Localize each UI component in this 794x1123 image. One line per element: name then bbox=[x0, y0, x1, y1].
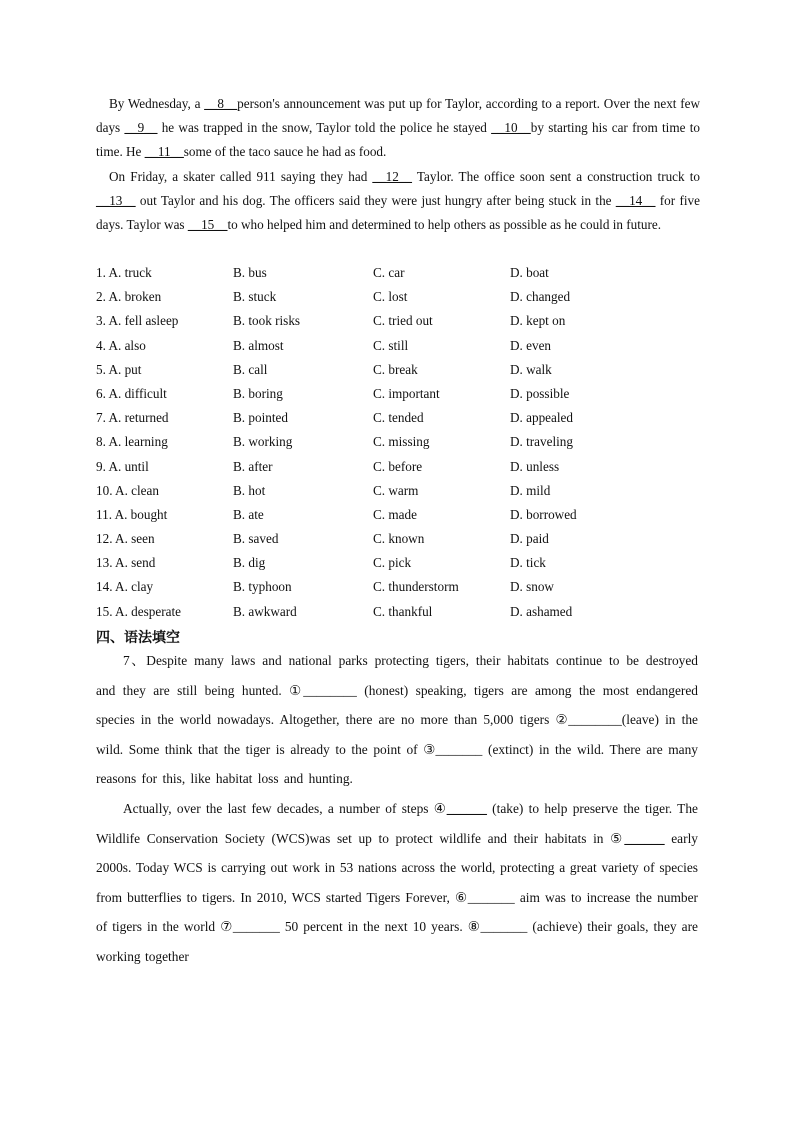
option-a: 13. A. send bbox=[96, 555, 156, 571]
text-run: Actually, over the last few decades, a number of steps bbox=[123, 800, 434, 816]
text-run: 7、Despite many laws and national parks protecting tigers, their habitats continue to be destroyed and they are still being hunted. bbox=[96, 653, 698, 698]
question-row bbox=[96, 334, 700, 358]
option-b: B. ate bbox=[233, 506, 264, 522]
option-d: D. even bbox=[510, 337, 552, 353]
option-a: 4. A. also bbox=[96, 337, 146, 353]
option-b: B. hot bbox=[233, 482, 266, 498]
passage-paragraph-1 bbox=[96, 92, 700, 165]
question-row bbox=[96, 261, 700, 285]
option-c: C. still bbox=[373, 337, 409, 353]
text-run: he was trapped in the snow, Taylor told the police he stayed bbox=[157, 120, 492, 136]
text-run: (extinct) in the wild. There are many reasons for this, like habitat loss and hunting. bbox=[96, 741, 699, 787]
option-b: B. working bbox=[233, 434, 293, 450]
text-run: person's announcement was put up for Taylor, according to a report. Over the next few days bbox=[96, 96, 700, 136]
cloze-passage bbox=[96, 92, 700, 237]
text-run: early 2000s. Today WCS is carrying out work in 53 nations across the world, protecting a great variety of species from butterflies to tigers. In 2010, WCS started Tigers Forever, bbox=[96, 830, 698, 905]
option-d: D. traveling bbox=[510, 434, 573, 450]
blank-8: __8__ bbox=[204, 96, 238, 111]
option-c: C. tended bbox=[373, 410, 424, 426]
option-c: C. known bbox=[373, 531, 425, 547]
option-a: 5. A. put bbox=[96, 361, 142, 377]
option-d: D. boat bbox=[510, 265, 549, 280]
option-d: D. paid bbox=[510, 531, 549, 547]
blank-2: ②________ bbox=[555, 712, 622, 728]
question-row bbox=[96, 309, 700, 333]
blank-4-marker: ④ bbox=[433, 800, 447, 816]
option-c: C. car bbox=[373, 265, 405, 280]
text-run: 50 percent in the next 10 years. bbox=[279, 919, 468, 935]
blank-12: __12__ bbox=[372, 168, 412, 184]
question-row bbox=[96, 430, 700, 454]
text-run: by starting his car from time to time. He bbox=[96, 120, 700, 160]
blank-10: __10__ bbox=[491, 120, 531, 136]
option-b: B. call bbox=[233, 361, 268, 377]
option-a: 11. A. bought bbox=[96, 506, 168, 522]
text-run: some of the taco sauce he had as food. bbox=[183, 144, 387, 160]
option-b: B. saved bbox=[233, 531, 279, 547]
section-heading: 四、语法填空 bbox=[96, 630, 180, 646]
blank-14: __14__ bbox=[615, 192, 656, 208]
option-b: B. stuck bbox=[233, 289, 277, 305]
blank-6: ⑥_______ bbox=[455, 889, 515, 905]
grammar-passage bbox=[96, 646, 698, 972]
option-c: C. made bbox=[373, 506, 417, 522]
blank-1: ①________ bbox=[289, 682, 357, 698]
option-a: 1. A. truck bbox=[96, 265, 152, 280]
question-row bbox=[96, 358, 700, 382]
question-row bbox=[96, 600, 700, 624]
option-d: D. ashamed bbox=[510, 603, 573, 619]
option-b: B. almost bbox=[233, 337, 284, 353]
blank-8: ⑧_______ bbox=[467, 919, 528, 935]
option-a: 8. A. learning bbox=[96, 434, 168, 450]
option-d: D. mild bbox=[510, 482, 551, 498]
option-a: 2. A. broken bbox=[96, 289, 162, 305]
blank-7: ⑦_______ bbox=[220, 919, 280, 935]
text-run: (take) to help preserve the tiger. The Wildlife Conservation Society (WCS)was set up to protect wildlife and their habitats in bbox=[96, 800, 699, 846]
option-c: C. lost bbox=[373, 289, 408, 305]
grammar-paragraph-1 bbox=[96, 646, 698, 794]
text-run: (achieve) their goals, they are working together bbox=[96, 919, 698, 964]
question-row bbox=[96, 575, 700, 599]
option-b: B. took risks bbox=[233, 313, 301, 329]
text-run: (leave) in the wild. Some think that the tiger is already to the point of bbox=[96, 712, 698, 757]
grammar-paragraph-2 bbox=[96, 794, 698, 972]
option-b: B. dig bbox=[233, 555, 266, 571]
text-run: out Taylor and his dog. The officers said they were just hungry after being stuck in the bbox=[135, 192, 616, 208]
blank-9: __9__ bbox=[124, 120, 158, 136]
question-row bbox=[96, 382, 700, 406]
option-d: D. snow bbox=[510, 579, 554, 595]
option-d: D. kept on bbox=[510, 313, 566, 329]
option-d: D. walk bbox=[510, 361, 552, 377]
question-row bbox=[96, 551, 700, 575]
option-c: C. pick bbox=[373, 555, 412, 571]
blank-3: ③_______ bbox=[423, 741, 483, 757]
option-c: C. tried out bbox=[373, 313, 433, 329]
option-c: C. warm bbox=[373, 482, 419, 498]
text-run: On Friday, a skater called 911 saying they had bbox=[109, 168, 373, 184]
blank-5-marker: ⑤ bbox=[610, 830, 625, 846]
question-row bbox=[96, 455, 700, 479]
option-a: 6. A. difficult bbox=[96, 385, 167, 401]
option-a: 14. A. clay bbox=[96, 579, 154, 595]
option-d: D. changed bbox=[510, 289, 571, 305]
option-c: C. break bbox=[373, 361, 418, 377]
option-d: D. unless bbox=[510, 458, 560, 474]
option-a: 3. A. fell asleep bbox=[96, 313, 179, 329]
option-b: B. typhoon bbox=[233, 579, 292, 595]
question-row bbox=[96, 406, 700, 430]
question-row bbox=[96, 285, 700, 309]
option-c: C. thunderstorm bbox=[373, 579, 459, 595]
option-c: C. important bbox=[373, 385, 440, 401]
blank-15: __15__ bbox=[187, 217, 228, 233]
option-d: D. possible bbox=[510, 385, 570, 401]
option-c: C. before bbox=[373, 458, 423, 474]
blank-11: __11__ bbox=[144, 144, 184, 160]
blank-4: ______ bbox=[446, 800, 487, 816]
option-a: 7. A. returned bbox=[96, 410, 169, 426]
text-run: for five days. Taylor was bbox=[96, 192, 700, 233]
answer-options bbox=[96, 261, 700, 624]
text-run: (honest) speaking, tigers are among the most endangered species in the world nowadays. Altogether, there are no more than 5,000 tigers bbox=[96, 682, 698, 728]
option-a: 15. A. desperate bbox=[96, 603, 181, 619]
option-b: B. after bbox=[233, 458, 273, 474]
text-run: Taylor. The office soon sent a construction truck to bbox=[411, 168, 701, 184]
option-a: 10. A. clean bbox=[96, 482, 159, 498]
option-b: B. pointed bbox=[233, 410, 288, 426]
option-d: D. tick bbox=[510, 555, 546, 571]
option-a: 9. A. until bbox=[96, 458, 149, 474]
option-d: D. borrowed bbox=[510, 506, 577, 522]
question-row bbox=[96, 479, 700, 503]
option-b: B. boring bbox=[233, 385, 283, 401]
text-run: to who helped him and determined to help others as possible as he could in future. bbox=[227, 217, 662, 233]
blank-5: ______ bbox=[624, 830, 665, 846]
text-run: aim was to increase the number of tigers in the world bbox=[96, 889, 698, 935]
option-c: C. missing bbox=[373, 434, 430, 450]
option-c: C. thankful bbox=[373, 603, 433, 619]
option-b: B. awkward bbox=[233, 603, 297, 619]
option-b: B. bus bbox=[233, 265, 267, 280]
option-a: 12. A. seen bbox=[96, 531, 155, 547]
question-row bbox=[96, 527, 700, 551]
passage-paragraph-2 bbox=[96, 165, 700, 238]
text-run: By Wednesday, a bbox=[109, 96, 205, 111]
question-row bbox=[96, 503, 700, 527]
blank-13: __13__ bbox=[96, 192, 136, 208]
option-d: D. appealed bbox=[510, 410, 573, 426]
